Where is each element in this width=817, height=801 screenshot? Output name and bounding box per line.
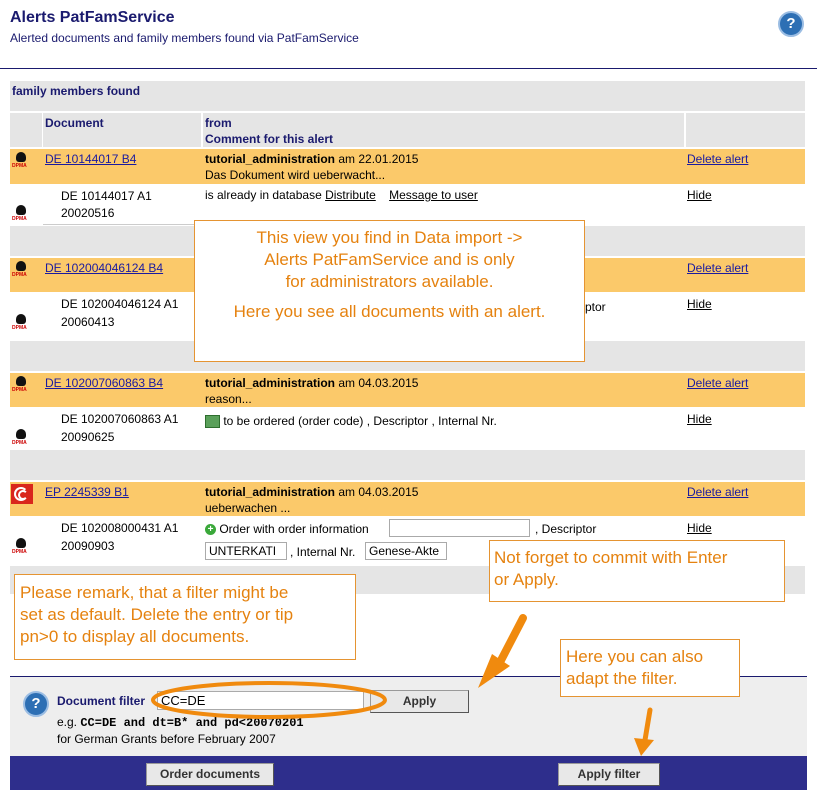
filter-example: e.g. CC=DE and dt=B* and pd<20070201 (57, 715, 304, 730)
hide-link[interactable]: Hide (687, 188, 712, 202)
dpma-logo-icon: DPMA (12, 538, 30, 556)
alert-document-link[interactable]: DE 102007060863 B4 (45, 376, 164, 390)
dpma-logo-icon: DPMA (12, 205, 30, 223)
family-member-date: 20090903 (61, 539, 115, 553)
add-order-icon[interactable]: + (205, 524, 216, 535)
alert-document-link[interactable]: DE 10144017 B4 (45, 152, 137, 166)
adapt-callout: Here you can also adapt the filter. (560, 639, 740, 697)
distribute-link[interactable]: Distribute (325, 188, 376, 202)
delete-alert-link[interactable]: Delete alert (687, 261, 749, 275)
commit-callout: Not forget to commit with Enter or Apply. (489, 540, 785, 602)
alert-comment: ueberwachen ... (205, 501, 291, 515)
table-caption: family members found (12, 84, 141, 98)
delete-alert-link[interactable]: Delete alert (687, 485, 749, 499)
filter-example-desc: for German Grants before February 2007 (57, 732, 276, 746)
alert-document-link[interactable]: DE 102004046124 B4 (45, 261, 164, 275)
family-member-number: DE 102004046124 A1 (61, 297, 179, 311)
column-header-comment: Comment for this alert (205, 132, 334, 146)
dpma-logo-icon: DPMA (12, 376, 30, 394)
order-info-label: Order with order information (219, 522, 369, 536)
dpma-logo-icon: DPMA (12, 429, 30, 447)
delete-alert-link[interactable]: Delete alert (687, 376, 749, 390)
internal-nr-label: , Internal Nr. (290, 545, 356, 559)
delete-alert-link[interactable]: Delete alert (687, 152, 749, 166)
message-to-user-link[interactable]: Message to user (389, 188, 478, 202)
hide-link[interactable]: Hide (687, 412, 712, 426)
family-member-number: DE 102008000431 A1 (61, 521, 179, 535)
dpma-logo-icon: DPMA (12, 152, 30, 170)
page-subtitle: Alerted documents and family members found via PatFamService (10, 31, 359, 45)
family-member-date: 20090625 (61, 430, 115, 444)
column-header-document: Document (45, 116, 104, 130)
dpma-logo-icon: DPMA (12, 314, 30, 332)
arrow-annotation-icon (478, 618, 523, 688)
column-header-from: from (205, 116, 232, 130)
descriptor-label: , Descriptor (535, 522, 597, 536)
member-status: to be ordered (order code) , Descriptor , Internal Nr. (205, 414, 497, 428)
alert-author: tutorial_administration am 22.01.2015 (205, 152, 419, 166)
alert-comment: reason... (205, 392, 252, 406)
filter-highlight-ellipse (153, 683, 385, 717)
apply-filter-inline-button[interactable]: Apply (370, 690, 469, 713)
dpma-logo-icon: DPMA (12, 261, 30, 279)
help-icon[interactable]: ? (23, 691, 49, 717)
family-member-date: 20020516 (61, 206, 115, 220)
page-title: Alerts PatFamService (10, 9, 175, 26)
apply-filter-button[interactable]: Apply filter (558, 763, 660, 786)
alert-comment: Das Dokument wird ueberwacht... (205, 168, 386, 182)
remark-callout: Please remark, that a filter might be set as default. Delete the entry or tip pn>0 to display all documents. (14, 574, 356, 660)
order-documents-button[interactable]: Order documents (146, 763, 274, 786)
arrow-annotation-icon (634, 710, 654, 756)
family-member-date: 20060413 (61, 315, 115, 329)
info-callout: This view you find in Data import -> Alerts PatFamService and is only for administrators available. Here you see all documents with an alert. (194, 220, 585, 362)
alert-document-link[interactable]: EP 2245339 B1 (45, 485, 129, 499)
help-icon[interactable]: ? (778, 11, 804, 37)
filter-label: Document filter (57, 694, 146, 708)
family-member-number: DE 10144017 A1 (61, 189, 152, 203)
member-status: is already in database Distribute Message to user (205, 188, 478, 202)
alert-author: tutorial_administration am 04.03.2015 (205, 376, 419, 390)
family-member-number: DE 102007060863 A1 (61, 412, 179, 426)
alert-author: tutorial_administration am 04.03.2015 (205, 485, 419, 499)
hide-link[interactable]: Hide (687, 297, 712, 311)
hide-link[interactable]: Hide (687, 521, 712, 535)
member-status-partial: ptor (585, 300, 606, 314)
